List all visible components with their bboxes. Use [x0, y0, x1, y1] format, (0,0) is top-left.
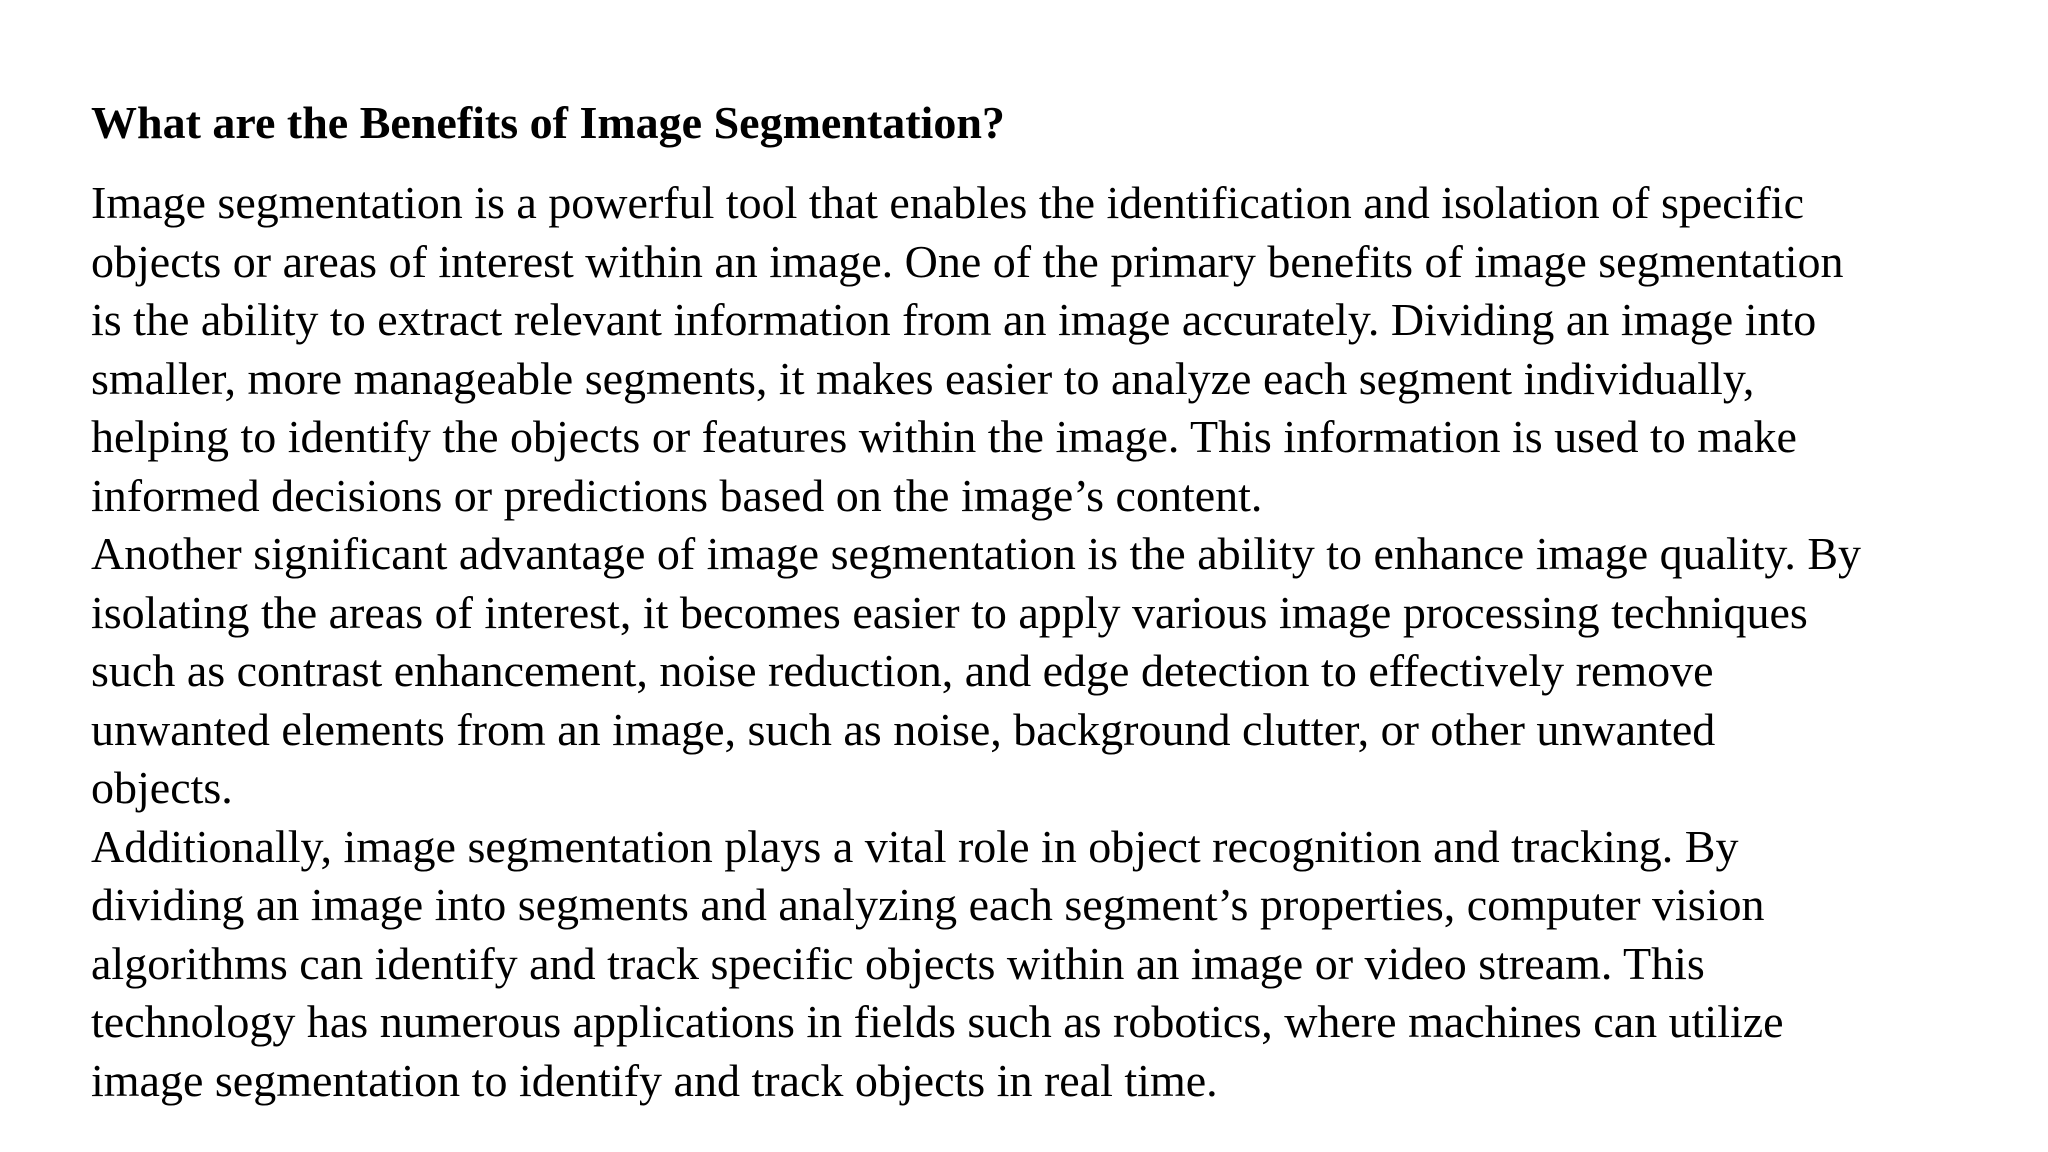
- text-line: unwanted elements from an image, such as noise, background clutter, or other unwanted: [91, 703, 1716, 755]
- text-line: image segmentation to identify and track objects in real time.: [91, 1054, 1218, 1106]
- text-line: algorithms can identify and track specific objects within an image or video stream. This: [91, 937, 1705, 989]
- text-line: Additionally, image segmentation plays a vital role in object recognition and tracking. By: [91, 820, 1739, 872]
- text-line: dividing an image into segments and analyzing each segment’s properties, computer vision: [91, 879, 1765, 930]
- text-line: Image segmentation is a powerful tool that enables the identification and isolation of specific: [91, 177, 1804, 228]
- document-page: [91, 92, 2021, 1110]
- text-line: technology has numerous applications in fields such as robotics, where machines can utilize: [91, 996, 1784, 1047]
- text-line: Another significant advantage of image segmentation is the ability to enhance image quality. By: [91, 528, 1862, 579]
- text-line: isolating the areas of interest, it becomes easier to apply various image processing techniques: [91, 586, 1808, 638]
- text-line: helping to identify the objects or features within the image. This information is used to make: [91, 411, 1797, 462]
- page-heading: What are the Benefits of Image Segmentation?: [91, 97, 1005, 148]
- text-line: informed decisions or predictions based on the image’s content.: [91, 469, 1263, 521]
- body-text: [91, 174, 2021, 1110]
- text-line: objects or areas of interest within an image. One of the primary benefits of image segmentation: [91, 235, 1844, 287]
- text-line: objects.: [91, 762, 233, 813]
- text-line: such as contrast enhancement, noise reduction, and edge detection to effectively remove: [91, 645, 1714, 696]
- text-line: smaller, more manageable segments, it makes easier to analyze each segment individually,: [91, 352, 1755, 404]
- text-line: is the ability to extract relevant information from an image accurately. Dividing an image into: [91, 294, 1817, 345]
